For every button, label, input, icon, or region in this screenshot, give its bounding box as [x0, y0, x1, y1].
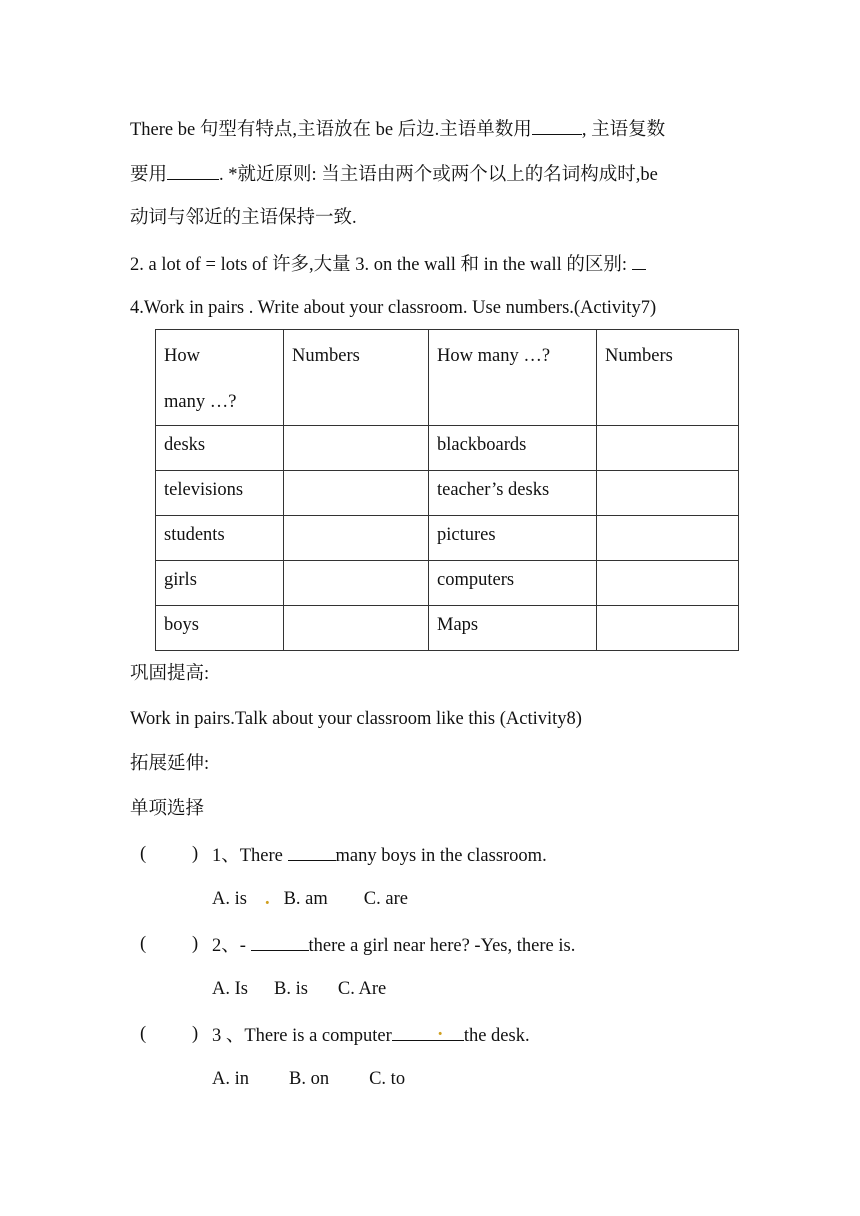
table-row — [156, 471, 739, 516]
answer-paren-right: ) — [192, 934, 199, 954]
header-numbers-1: Numbers — [292, 346, 360, 366]
table-cell-input[interactable] — [597, 426, 739, 471]
header-numbers-2: Numbers — [605, 346, 673, 366]
intro-line-2-text: 要用 — [130, 165, 168, 185]
table-cell-input[interactable] — [597, 561, 739, 606]
answer-paren-left: ( — [140, 1024, 147, 1044]
intro-line-3: 动词与邻近的主语保持一致. — [130, 208, 357, 228]
answer-paren-right: ) — [192, 1024, 199, 1044]
answer-paren-left: ( — [140, 934, 147, 954]
table-cell-input[interactable] — [597, 516, 739, 561]
dot-mark: . — [264, 889, 270, 909]
answer-blank — [251, 932, 309, 951]
table-cell-input[interactable] — [284, 561, 429, 606]
classroom-count-table — [155, 329, 739, 651]
question-1-suffix: many boys in the classroom. — [335, 846, 547, 866]
answer-blank — [167, 161, 219, 180]
header-cell — [429, 330, 597, 426]
intro-line-1-tail: , 主语复数 — [581, 120, 666, 140]
table-cell: televisions — [156, 471, 284, 516]
item-2 — [130, 251, 646, 277]
table-cell: Maps — [429, 606, 597, 651]
question-1 — [212, 842, 547, 868]
question-2 — [212, 932, 575, 958]
table-cell-input[interactable] — [597, 606, 739, 651]
header-how-many-2: How many …? — [437, 346, 551, 366]
answer-blank — [532, 116, 582, 135]
table-cell-input[interactable] — [284, 606, 429, 651]
header-cell — [284, 330, 429, 426]
table-cell: computers — [429, 561, 597, 606]
single-choice-heading: 单项选择 — [130, 799, 205, 819]
answer-paren-right: ) — [192, 844, 199, 864]
consolidate-text: Work in pairs.Talk about your classroom like this (Activity8) — [130, 709, 582, 729]
table-cell: students — [156, 516, 284, 561]
question-1-prefix: 1、There — [212, 846, 288, 866]
answer-paren-left: ( — [140, 844, 147, 864]
table-cell-input[interactable] — [284, 516, 429, 561]
table-row — [156, 561, 739, 606]
dot-mark: . — [437, 1020, 443, 1040]
option-a: A. in — [212, 1069, 249, 1089]
table-cell-input[interactable] — [597, 471, 739, 516]
table-header-row — [156, 330, 739, 426]
table-cell: teacher’s desks — [429, 471, 597, 516]
item-4: 4.Work in pairs . Write about your classroom. Use numbers.(Activity7) — [130, 298, 657, 318]
option-c: C. Are — [337, 979, 387, 999]
option-b: B. am — [283, 889, 328, 909]
table-cell: girls — [156, 561, 284, 606]
header-cell — [156, 330, 284, 426]
question-1-options — [212, 887, 408, 911]
question-3-prefix: 3 、There is a computer — [212, 1026, 392, 1046]
header-cell — [597, 330, 739, 426]
table-cell: pictures — [429, 516, 597, 561]
question-3-options — [212, 1067, 405, 1091]
table-row — [156, 426, 739, 471]
option-b: B. on — [289, 1069, 330, 1089]
question-2-options — [212, 977, 386, 1001]
option-a: A. is — [212, 889, 247, 909]
consolidate-heading: 巩固提高: — [130, 664, 210, 684]
question-2-suffix: there a girl near here? -Yes, there is. — [308, 936, 576, 956]
option-a: A. Is — [212, 979, 248, 999]
item-2-text: 2. a lot of = lots of 许多,大量 3. on the wall 和 in the wall 的区别: — [130, 255, 632, 275]
intro-line-1-text: There be 句型有特点,主语放在 be 后边.主语单数用 — [130, 120, 532, 140]
option-b: B. is — [273, 979, 308, 999]
question-2-prefix: 2、- — [212, 936, 251, 956]
intro-line-2-tail: . *就近原则: 当主语由两个或两个以上的名词构成时,be — [219, 165, 658, 185]
table-cell: blackboards — [429, 426, 597, 471]
option-c: C. are — [363, 889, 408, 909]
intro-line-1 — [130, 116, 665, 142]
table-cell: desks — [156, 426, 284, 471]
table-cell: boys — [156, 606, 284, 651]
option-c: C. to — [369, 1069, 406, 1089]
table-cell-input[interactable] — [284, 426, 429, 471]
table-row — [156, 516, 739, 561]
answer-blank — [392, 1022, 464, 1041]
answer-blank — [632, 251, 646, 270]
intro-line-2 — [130, 161, 658, 187]
question-3 — [212, 1022, 530, 1048]
answer-blank — [288, 842, 336, 861]
table-row — [156, 606, 739, 651]
extend-heading: 拓展延伸: — [130, 754, 210, 774]
table-cell-input[interactable] — [284, 471, 429, 516]
header-how-many-1: How many …? — [164, 346, 237, 412]
question-3-suffix: the desk. — [463, 1026, 530, 1046]
